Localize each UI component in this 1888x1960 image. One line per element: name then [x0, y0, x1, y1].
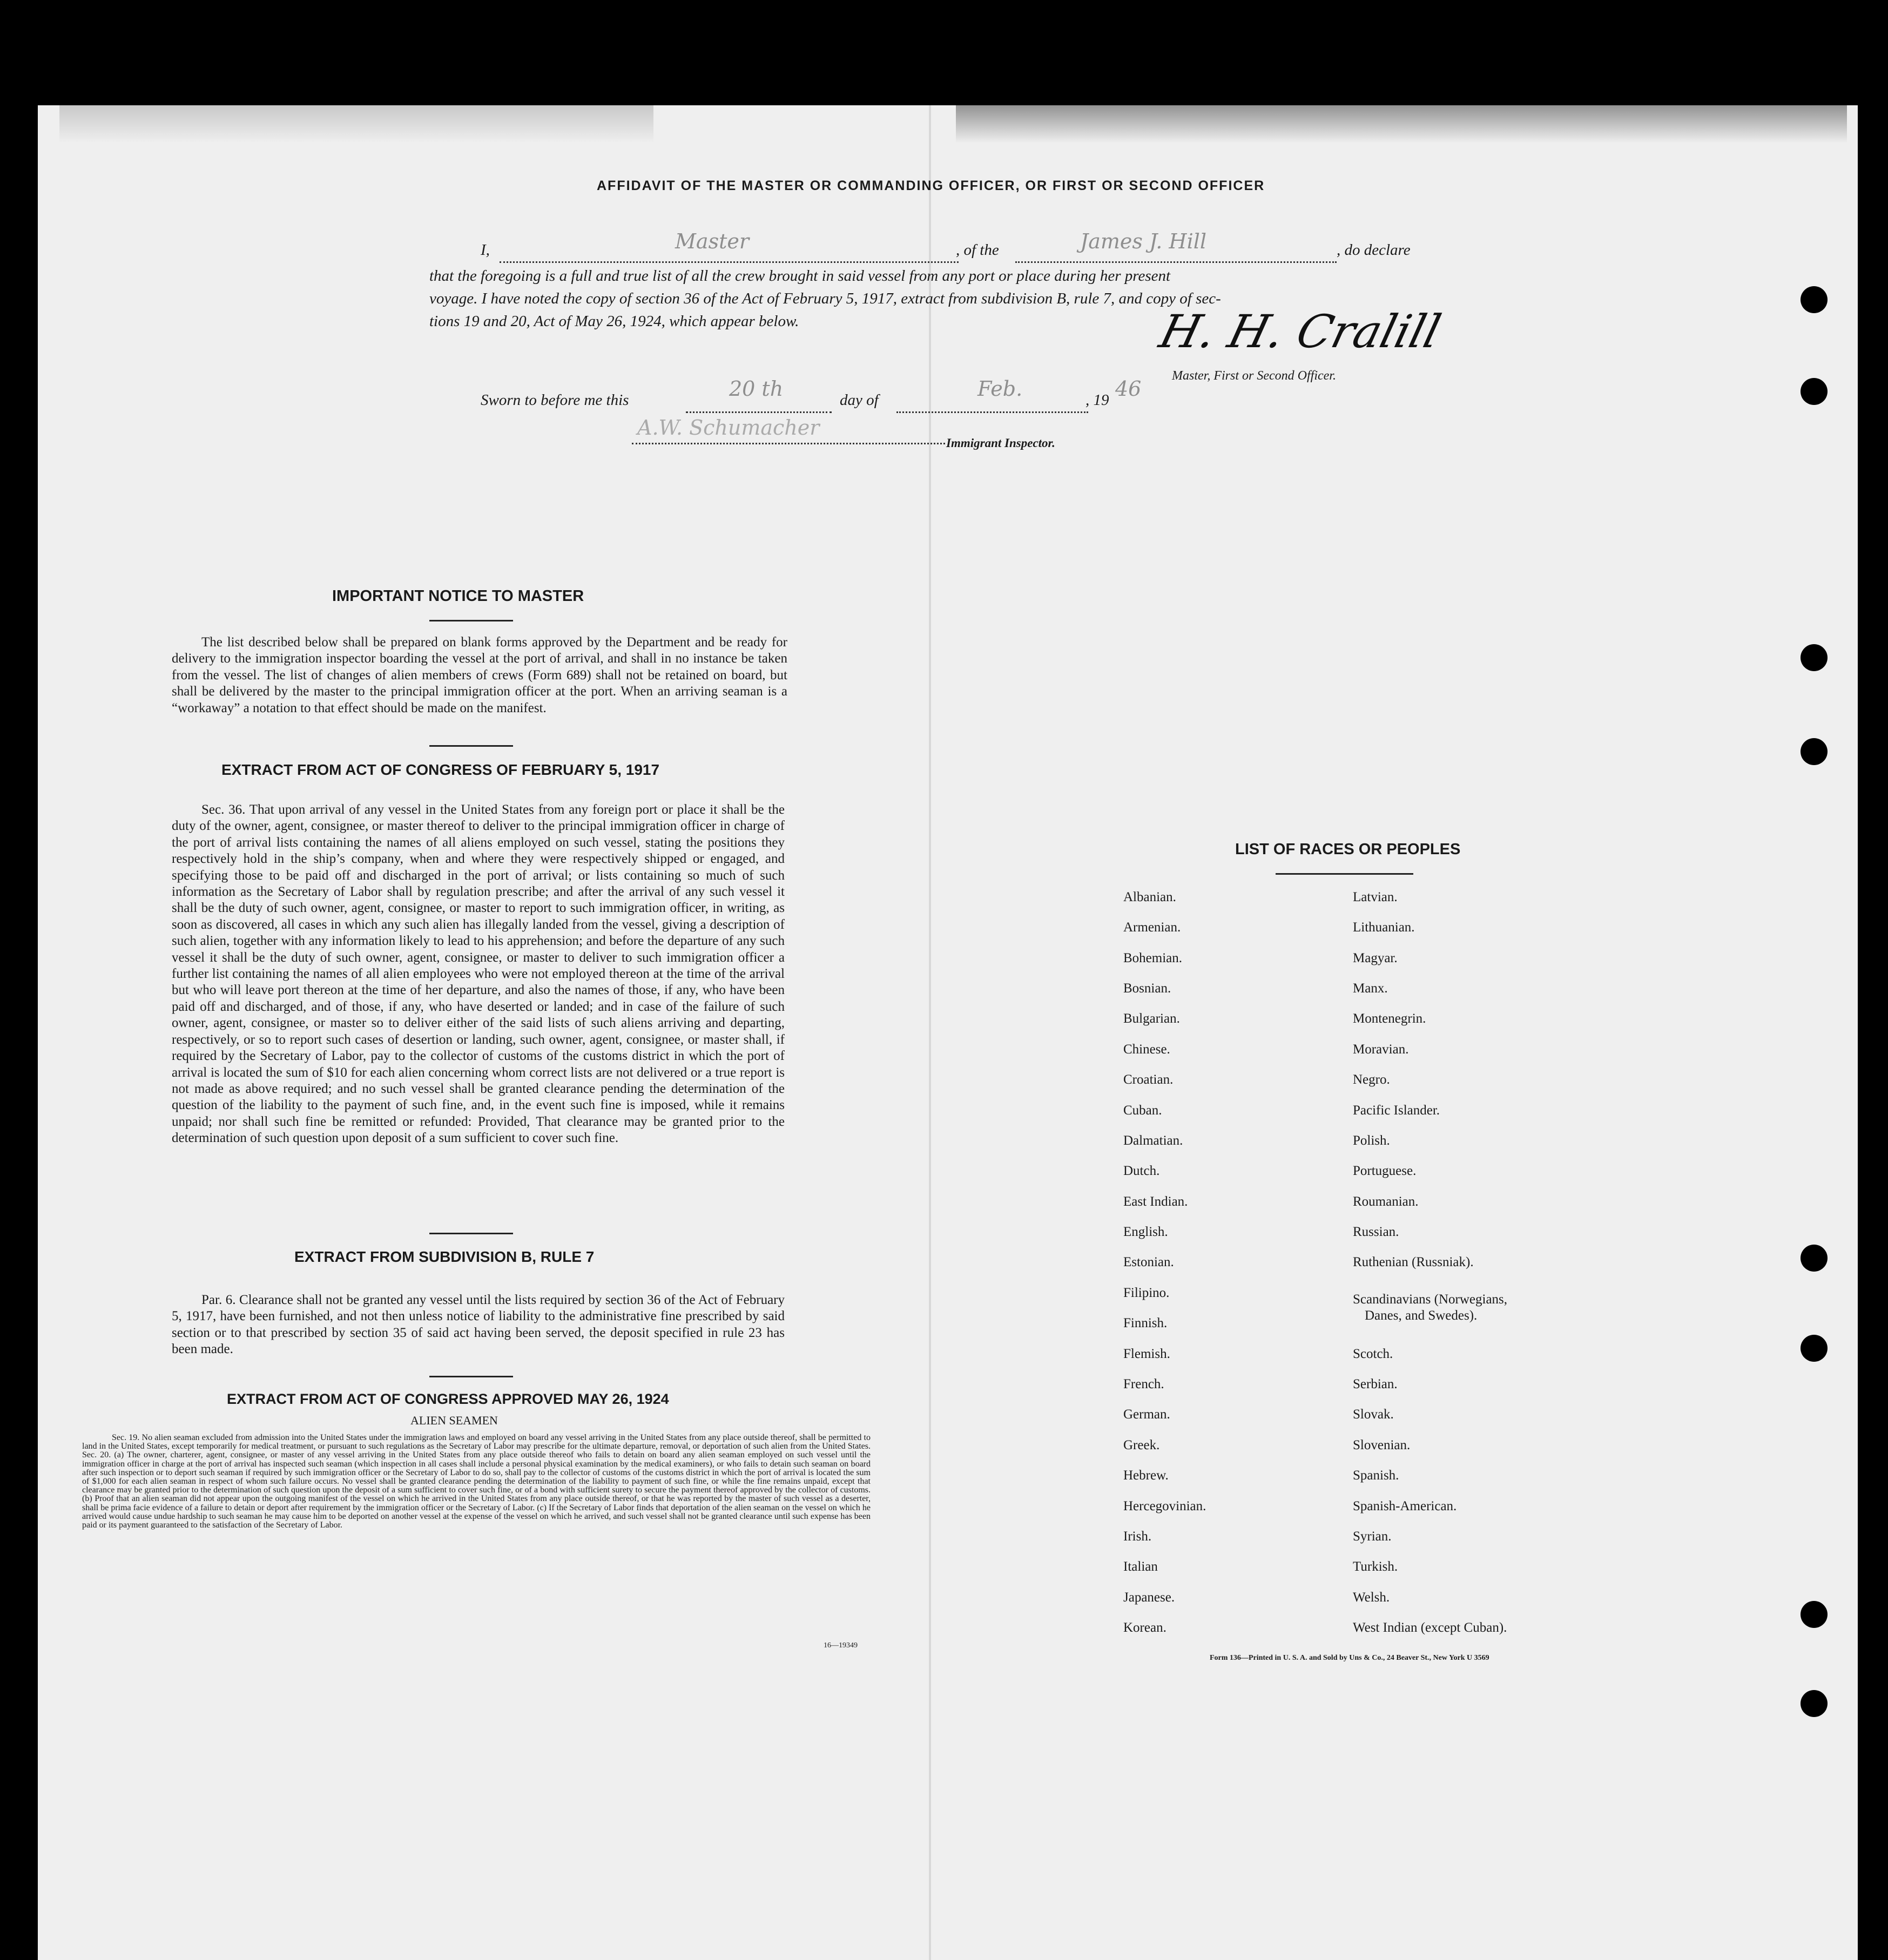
extract-1917-title: EXTRACT FROM ACT OF CONGRESS OF FEBRUARY 5, 1917: [221, 761, 660, 778]
race-item: Italian: [1123, 1559, 1158, 1574]
master-caption: Master, First or Second Officer.: [1172, 369, 1336, 383]
race-item: Magyar.: [1353, 951, 1398, 965]
divider: [1276, 873, 1413, 875]
declaration-line-4: tions 19 and 20, Act of May 26, 1924, which appear below.: [429, 313, 799, 330]
race-item: Flemish.: [1123, 1347, 1170, 1361]
race-item: Manx.: [1353, 981, 1388, 996]
race-item: Spanish-American.: [1353, 1499, 1457, 1513]
race-item: Japanese.: [1123, 1590, 1175, 1605]
race-item: German.: [1123, 1407, 1170, 1422]
race-item: Finnish.: [1123, 1316, 1168, 1330]
race-item: Korean.: [1123, 1620, 1166, 1635]
day-of-label: day of: [840, 391, 879, 409]
form-footnote: Form 136—Printed in U. S. A. and Sold by Uns & Co., 24 Beaver St., New York U 3569: [1210, 1654, 1489, 1662]
race-item: Albanian.: [1123, 890, 1176, 904]
inspector-caption: Immigrant Inspector.: [946, 436, 1055, 450]
race-item: Danes, and Swedes).: [1365, 1308, 1478, 1323]
race-item: Lithuanian.: [1353, 920, 1415, 935]
race-item: Estonian.: [1123, 1255, 1174, 1269]
divider: [429, 620, 513, 621]
race-item: Slovak.: [1353, 1407, 1394, 1422]
race-item: Ruthenian (Russniak).: [1353, 1255, 1474, 1269]
divider: [429, 1376, 513, 1377]
of-the-label: , of the: [956, 241, 999, 259]
race-item: Bohemian.: [1123, 951, 1183, 965]
race-item: West Indian (except Cuban).: [1353, 1620, 1507, 1635]
scan-smudge: [956, 105, 1847, 143]
race-item: East Indian.: [1123, 1194, 1188, 1209]
races-title: LIST OF RACES OR PEOPLES: [1235, 841, 1461, 858]
scan-smudge: [59, 105, 653, 143]
race-item: Filipino.: [1123, 1286, 1170, 1300]
race-item: Serbian.: [1353, 1377, 1398, 1391]
race-item: Welsh.: [1353, 1590, 1390, 1605]
race-item: Bulgarian.: [1123, 1011, 1180, 1026]
race-item: Cuban.: [1123, 1103, 1162, 1118]
race-item: Polish.: [1353, 1133, 1390, 1148]
race-item: Russian.: [1353, 1225, 1399, 1239]
race-item: Syrian.: [1353, 1529, 1392, 1544]
race-item: Roumanian.: [1353, 1194, 1419, 1209]
punch-hole: [1801, 286, 1828, 313]
notice-text: The list described below shall be prepared on blank forms approved by the Department and be ready for delivery to the immigration inspector boarding the vessel at the port of arrival, and shall in no instance be taken from the vessel. The list of changes of alien members of crews (Form 689) shall not be retained on board, but shall be delivered by the master to the principal immigration officer at the port. When an arriving seaman is a “workaway” a notation to that effect should be made on the manifest.: [172, 635, 787, 715]
race-item: Latvian.: [1353, 890, 1398, 904]
race-item: Dutch.: [1123, 1164, 1160, 1178]
race-item: Armenian.: [1123, 920, 1181, 935]
divider: [429, 1233, 513, 1234]
master-signature: H. H. Cralill: [1154, 305, 1446, 358]
race-item: Dalmatian.: [1123, 1133, 1183, 1148]
form-number: 16—19349: [824, 1641, 858, 1650]
subdivision-b-text: Par. 6. Clearance shall not be granted any vessel until the lists required by section 36 of the Act of February 5, 1917, have been furnished, and not then unless notice of liability to the administrative fine prescribed by said section or to that prescribed by section 35 of said act having been served, the deposit specified in rule 23 has been made.: [172, 1293, 785, 1357]
race-item: Montenegrin.: [1353, 1011, 1426, 1026]
declaration-line-3: voyage. I have noted the copy of section 36 of the Act of February 5, 1917, extract from subdivision B, rule 7, and copy of sec-: [429, 290, 1221, 307]
notice-title: IMPORTANT NOTICE TO MASTER: [332, 587, 584, 605]
race-item: Slovenian.: [1353, 1438, 1411, 1452]
divider: [429, 745, 513, 747]
day-handwritten: 20 th: [729, 377, 784, 401]
extract-1924-title: EXTRACT FROM ACT OF CONGRESS APPROVED MAY 26, 1924: [227, 1391, 669, 1407]
race-item: Portuguese.: [1353, 1164, 1417, 1178]
inspector-signature: A.W. Schumacher: [637, 416, 820, 440]
affidavit-title: AFFIDAVIT OF THE MASTER OR COMMANDING OFFICER, OR FIRST OR SECOND OFFICER: [597, 178, 1265, 193]
fold-line: [929, 105, 931, 1960]
year-prefix: , 19: [1085, 391, 1109, 409]
punch-hole: [1801, 1690, 1828, 1717]
race-item: Scotch.: [1353, 1347, 1393, 1361]
punch-hole: [1801, 1245, 1828, 1272]
subdivision-b-title: EXTRACT FROM SUBDIVISION B, RULE 7: [294, 1248, 595, 1265]
punch-hole: [1801, 1601, 1828, 1628]
extract-1917-text: Sec. 36. That upon arrival of any vessel in the United States from any foreign port or place it shall be the duty of the owner, agent, consignee, or master thereof to deliver to the principal immigration officer in charge of the port of arrival lists containing the names of all aliens employed on such vessel, stating the positions they respectively hold in the ship’s company, when and where they were respectively shipped or engaged, and specifying those to be paid off and discharged in the port of arrival; or lists containing so much of such information as the Secretary of Labor shall by regulation prescribe; and after the arrival of any such vessel it shall be the duty of such owner, agent, consignee, or master to report to such immigration officer, in writing, as soon as discovered, all cases in which any such alien has illegally landed from the vessel, giving a description of such alien, together with any information likely to lead to his apprehension; and before the departure of any such vessel it shall be the duty of such owner, agent, consignee, or master to deliver to such immigration officer a further list containing the names of all alien employees who were not employed thereon at the time of the arrival but who will leave port thereon at the time of her departure, and also the names of those, if any, who have been paid off and discharged, and of those, if any, who have deserted or landed; and in case of the failure of such owner, agent, consignee, or master so to deliver either of the said lists of such aliens arriving and departing, respectively, or so to report such cases of desertion or landing, such owner, agent, consignee, or master shall, if required by the Secretary of Labor, pay to the collector of customs of the customs district in which the port of arrival is located the sum of $10 for each alien concerning whom correct lists are not delivered or a true report is not made as above required; and no such vessel shall be granted clearance pending the determination of the question of the liability to the payment of such fine, and, in the event such fine is imposed, while it remains unpaid; nor shall such fine be remitted or refunded: Provided, That clearance may be granted prior to the determination of such question upon deposit of a sum sufficient to cover such fine.: [172, 802, 785, 1146]
punch-hole: [1801, 378, 1828, 405]
race-item: Negro.: [1353, 1072, 1390, 1087]
i-label: I,: [481, 241, 490, 259]
sworn-label: Sworn to before me this: [481, 391, 629, 409]
vessel-handwritten: James J. Hill: [1080, 229, 1207, 253]
month-handwritten: Feb.: [977, 377, 1023, 401]
race-item: Scandinavians (Norwegians,: [1353, 1292, 1508, 1307]
race-item: Spanish.: [1353, 1468, 1399, 1483]
year-handwritten: 46: [1115, 377, 1142, 401]
officer-handwritten: Master: [675, 229, 749, 253]
race-item: Chinese.: [1123, 1042, 1170, 1057]
punch-hole: [1801, 1335, 1828, 1362]
race-item: Hebrew.: [1123, 1468, 1169, 1483]
race-item: French.: [1123, 1377, 1164, 1391]
punch-hole: [1801, 738, 1828, 765]
race-item: Pacific Islander.: [1353, 1103, 1440, 1118]
race-item: Turkish.: [1353, 1559, 1398, 1574]
do-declare-label: , do declare: [1337, 241, 1411, 259]
race-item: Moravian.: [1353, 1042, 1409, 1057]
alien-seamen-subtitle: ALIEN SEAMEN: [410, 1414, 498, 1427]
punch-hole: [1801, 644, 1828, 671]
race-item: Hercegovinian.: [1123, 1499, 1206, 1513]
race-item: English.: [1123, 1225, 1168, 1239]
race-item: Greek.: [1123, 1438, 1160, 1452]
declaration-line-2: that the foregoing is a full and true list of all the crew brought in said vessel from any port or place during her present: [429, 267, 1171, 285]
race-item: Croatian.: [1123, 1072, 1174, 1087]
race-item: Irish.: [1123, 1529, 1152, 1544]
extract-1924-text: Sec. 19. No alien seaman excluded from admission into the United States under the immigration laws and employed on board any vessel arriving in the United States from any place outside thereof, shall be permitted to land in the United States, except temporarily for medical treatment, or pursuant to such regulations as the Secretary of Labor may prescribe for the ultimate departure, removal, or deportation of such alien from the United States. Sec. 20. (a) The owner, charterer, agent, consignee, or master of any vessel arriving in the United States from any place outside thereof who fails to detain on board any alien seaman employed on such vessel until the immigration officer in charge at the port of arrival has inspected such seaman (which inspection in all cases shall include a personal physical examination by the medical examiners), or who fails to detain such seaman on board after such inspection or to deport such seaman if required by such immigration officer or the Secretary of Labor to do so, shall pay to the collector of customs of the customs district in which the port of arrival is located the sum of $1,000 for each alien seaman in respect of whom such failure occurs. No vessel shall be granted clearance pending the determination of the liability to payment of such fine, or while the fine remains unpaid, except that clearance may be granted prior to the determination of such question upon the deposit of a sum sufficient to cover such fine, or of a bond with sufficient surety to secure the payment thereof approved by the collector of customs. (b) Proof that an alien seaman did not appear upon the outgoing manifest of the vessel on which he arrived in the United States from any place outside thereof, or that he was reported by the master of such vessel as a deserter, shall be prima facie evidence of a failure to detain or deport after requirement by the immigration officer or the Secretary of Labor. (c) If the Secretary of Labor finds that deportation of the alien seaman on the vessel on which he arrived would cause undue hardship to such seaman he may cause him to be deported on another vessel at the expense of the vessel on which he arrived, and such vessel shall not be granted clearance until such expense has been paid or its payment guaranteed to the satisfaction of the Secretary of Labor.: [82, 1433, 871, 1530]
race-item: Bosnian.: [1123, 981, 1171, 996]
